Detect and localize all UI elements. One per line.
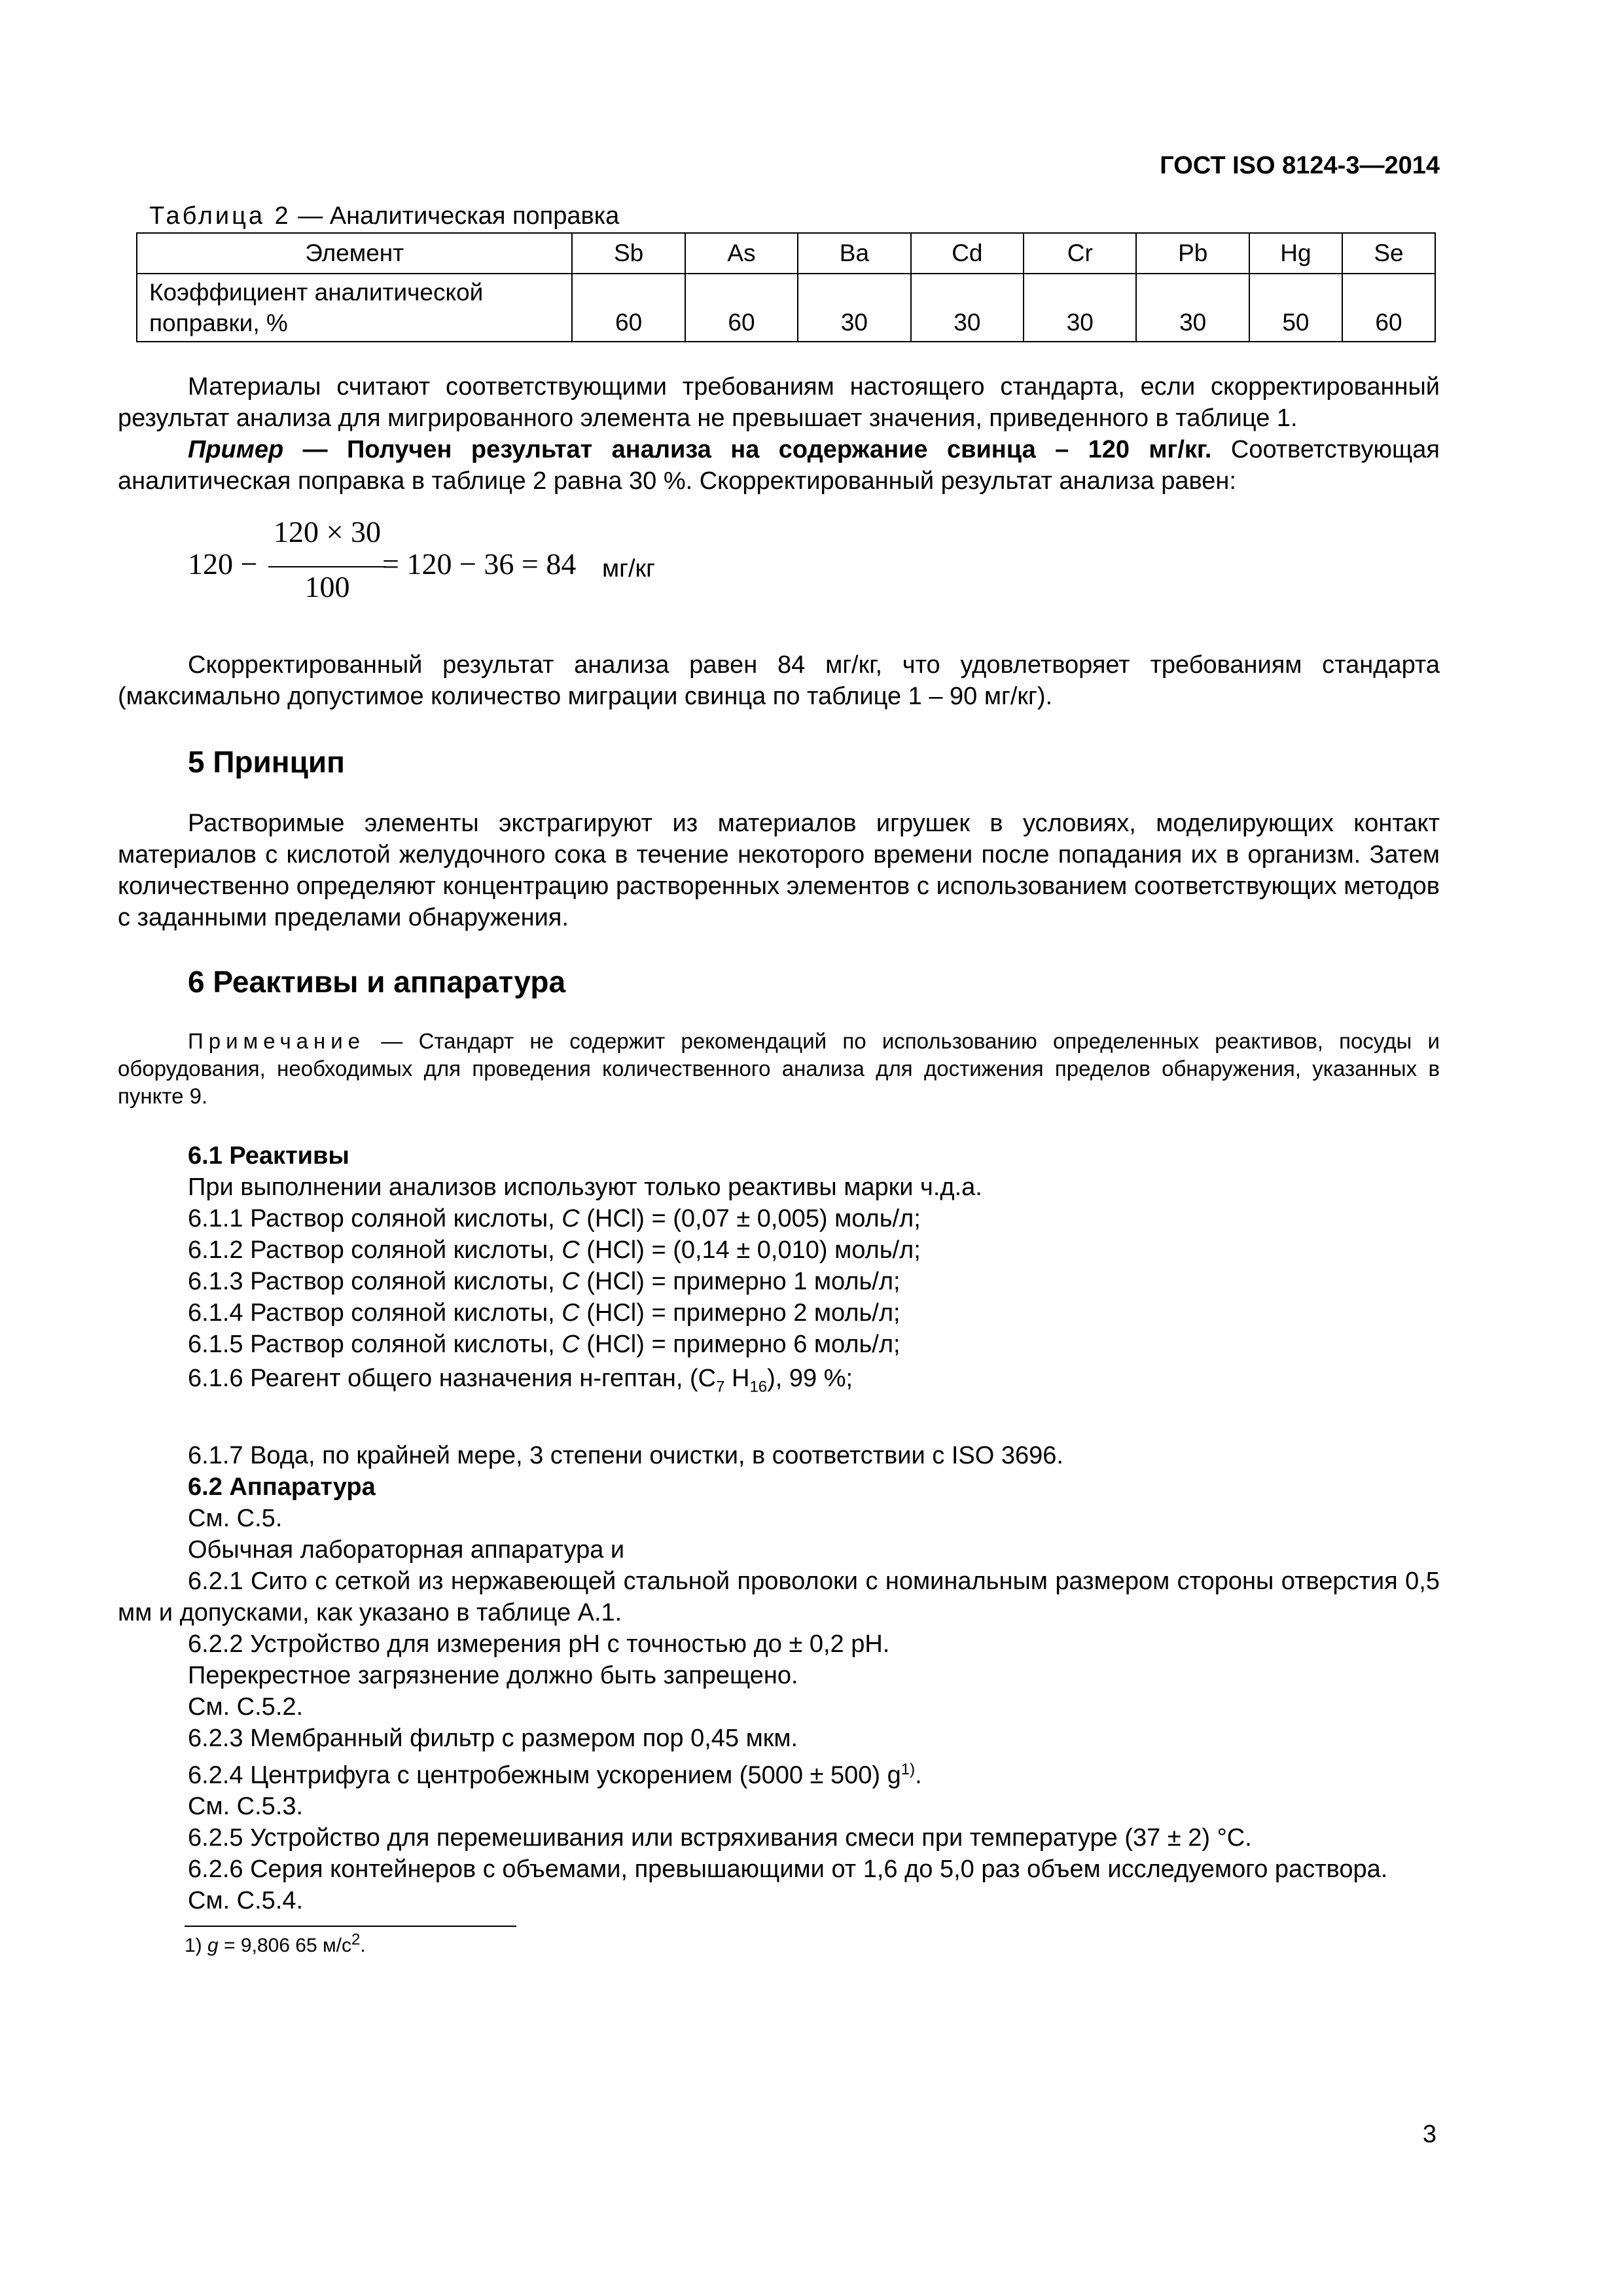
s62-item-626: 6.2.6 Серия контейнеров с объемами, превышающими от 1,6 до 5,0 раз объем исследуемого раствора. xyxy=(188,1856,1388,1884)
s62-cross-contamination: Перекрестное загрязнение должно быть запрещено. xyxy=(188,1661,798,1689)
table2-col-header-element: Элемент xyxy=(137,233,572,274)
s62-item-625: 6.2.5 Устройство для перемешивания или встряхивания смеси при температуре (37 ± 2) °С. xyxy=(188,1824,1252,1852)
table2-value-cell: 30 xyxy=(911,274,1024,342)
note-label: Примечание xyxy=(188,1029,366,1053)
table2-values-row xyxy=(137,274,1435,342)
s62-see-c52: См. С.5.2. xyxy=(188,1693,304,1721)
section5-text: Растворимые элементы экстрагируют из материалов игрушек в условиях, моделирующих контакт материалов с кислотой желудочного сока в течение некоторого времени после попадания их в организм. Затем количественно определяют концентрацию растворенных элементов с использованием соответствующих методов с заданными пределами обнаружения. xyxy=(118,810,1440,931)
s61-item-615: 6.1.5 Раствор соляной кислоты, C (HCl) = примерно 6 моль/л; xyxy=(188,1331,901,1358)
example-label: Пример xyxy=(188,436,284,463)
table2-element-cell: Pb xyxy=(1136,233,1249,274)
table2-element-cell: As xyxy=(685,233,798,274)
table2-analytical-correction xyxy=(136,232,1436,342)
table2-value-cell: 30 xyxy=(1024,274,1136,342)
s62-item-622: 6.2.2 Устройство для измерения pH с точностью до ± 0,2 pH. xyxy=(188,1630,890,1658)
s62-item-624: 6.2.4 Центрифуга с центробежным ускорением (5000 ± 500) $g^{1)}$. xyxy=(188,1760,922,1789)
s61-item-612: 6.1.2 Раствор соляной кислоты, C (HCl) = (0,14 ± 0,010) моль/л; xyxy=(188,1236,921,1264)
s61-title: 6.1 Реактивы xyxy=(188,1142,349,1170)
formula-numerator: 120 × 30 xyxy=(274,515,381,548)
table2-value-cell: 30 xyxy=(798,274,910,342)
table2-element-cell: Sb xyxy=(572,233,685,274)
section5-title: 5 Принцип xyxy=(188,745,345,779)
s61-item-613: 6.1.3 Раствор соляной кислоты, C (HCl) = примерно 1 моль/л; xyxy=(188,1268,901,1295)
paragraph-materials: Материалы считают соответствующими требованиям настоящего стандарта, если скорректированный результат анализа для мигрированного элемента не превышает значения, приведенного в таблице 1. xyxy=(118,373,1440,432)
s62-see-c53: См. С.5.3. xyxy=(188,1793,304,1821)
table2-header-row xyxy=(137,233,1435,274)
table2-caption xyxy=(149,200,1440,232)
table2-element-cell: Se xyxy=(1342,233,1435,274)
s61-item-617: 6.1.7 Вода, по крайней мере, 3 степени очистки, в соответствии с ISO 3696. xyxy=(188,1441,1063,1469)
s61-intro: При выполнении анализов используют только реактивы марки ч.д.а. xyxy=(188,1174,982,1201)
formula-lead: 120 − xyxy=(188,547,258,581)
correction-formula xyxy=(118,511,1440,626)
table2-caption-label: Таблица 2 xyxy=(149,202,291,230)
document-header-id: ГОСТ ISO 8124-3—2014 xyxy=(1160,152,1440,179)
formula-tail: = 120 − 36 = 84 xyxy=(382,547,577,581)
table2-row-label: Коэффициент аналитической поправки, % xyxy=(137,274,572,342)
formula-unit: мг/кг xyxy=(602,555,656,583)
table2-element-cell: Cr xyxy=(1024,233,1136,274)
s62-item-623: 6.2.3 Мембранный фильтр с размером пор 0,45 мкм. xyxy=(188,1724,798,1752)
example-rest: Соответствующая аналитическая поправка в таблице 2 равна 30 %. Скорректированный результат анализа равен: xyxy=(118,436,1440,495)
s62-title: 6.2 Аппаратура xyxy=(188,1473,376,1501)
s62-item-621: 6.2.1 Сито с сеткой из нержавеющей стальной проволоки с номинальным размером стороны отверстия 0,5 мм и допусками, как указано в таблице А.1. xyxy=(118,1567,1440,1626)
section6-title: 6 Реактивы и аппаратура xyxy=(188,965,566,999)
table2-element-cell: Cd xyxy=(911,233,1024,274)
formula-fraction-line xyxy=(268,566,386,567)
page-content xyxy=(118,200,1440,1959)
table2-value-cell: 50 xyxy=(1249,274,1342,342)
table2-value-cell: 60 xyxy=(1342,274,1435,342)
page-number: 3 xyxy=(1422,2121,1436,2148)
table2-element-cell: Hg xyxy=(1249,233,1342,274)
s62-see-c5: См. С.5. xyxy=(188,1504,283,1532)
s61-item-614: 6.1.4 Раствор соляной кислоты, C (HCl) = примерно 2 моль/л; xyxy=(188,1299,901,1327)
paragraph-corrected-result: Скорректированный результат анализа равен 84 мг/кг, что удовлетворяет требованиям стандарта (максимально допустимое количество миграции свинца по таблице 1 – 90 мг/кг). xyxy=(118,651,1440,710)
formula-denominator: 100 xyxy=(304,570,350,603)
table2-value-cell: 30 xyxy=(1136,274,1249,342)
note-text: — Стандарт не содержит рекомендаций по использованию определенных реактивов, посуды и оборудования, необходимых для проведения количественного анализа для достижения пределов обнаружения, указанных в пункте 9. xyxy=(118,1029,1440,1108)
s62-see-c54: См. С.5.4. xyxy=(188,1887,304,1915)
example-paragraph xyxy=(118,434,1440,497)
s61-item-611: 6.1.1 Раствор соляной кислоты, C (HCl) = (0,07 ± 0,005) моль/л; xyxy=(188,1205,921,1232)
footnote-1: 1) g = 9,806 65 $м/с^2$. xyxy=(185,1931,366,1957)
section6-note xyxy=(118,1028,1440,1110)
table2-value-cell: 60 xyxy=(685,274,798,342)
table2-caption-text: — Аналитическая поправка xyxy=(291,202,620,230)
s62-common: Обычная лабораторная аппаратура и xyxy=(188,1535,625,1564)
table2-value-cell: 60 xyxy=(572,274,685,342)
s61-item-616: 6.1.6 Реагент общего назначения н-гептан, ($C_7$ $H_{16}$), 99 %; xyxy=(188,1365,853,1396)
example-bold-text: — Получен результат анализа на содержание свинца – 120 мг/кг. xyxy=(283,436,1212,463)
table2-element-cell: Ba xyxy=(798,233,910,274)
